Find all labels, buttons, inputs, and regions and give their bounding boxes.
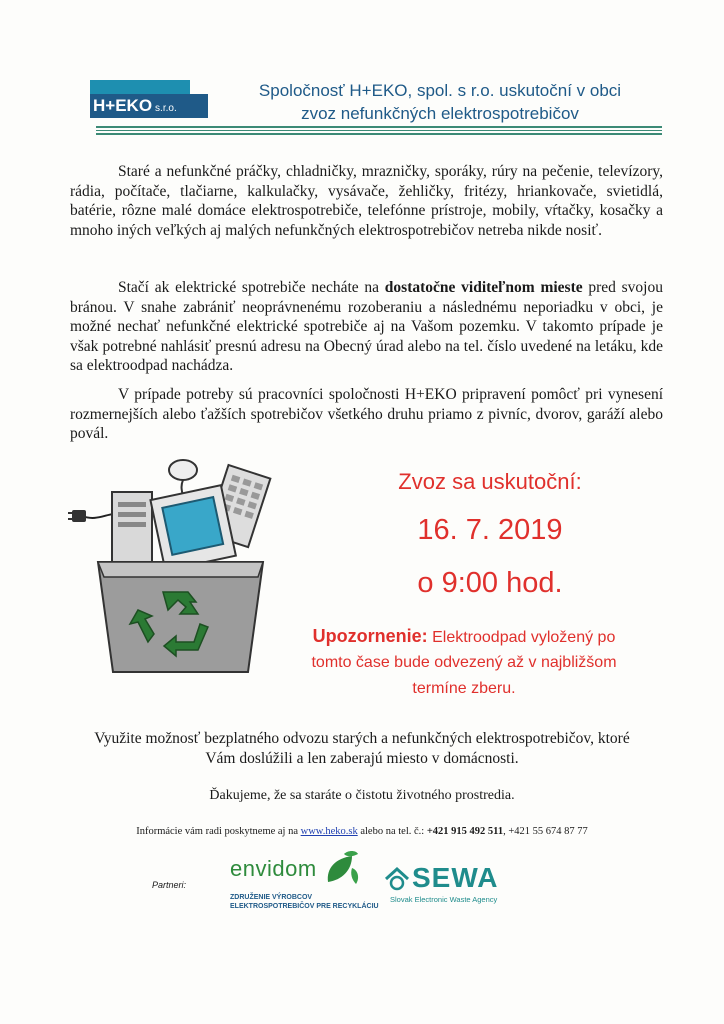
footer-thanks: Ďakujeme, že sa staráte o čistotu životného prostredia. — [209, 788, 515, 803]
header-rule-top — [96, 126, 662, 128]
envidom-subtitle-line1: ZDRUŽENIE VÝROBCOV — [230, 894, 313, 901]
event-date: 16. 7. 2019 — [417, 514, 563, 546]
envidom-name: envidom — [230, 856, 317, 881]
envidom-subtitle-line2: ELEKTROSPOTREBIČOV PRE RECYKLÁCIU — [230, 903, 379, 910]
website-link[interactable]: www.heko.sk — [300, 826, 358, 837]
contact-info-start: Informácie vám radi poskytneme aj na — [136, 826, 301, 837]
logo-main-text: H+EKO — [93, 96, 153, 115]
heko-logo — [90, 80, 208, 120]
header-rule-middle — [96, 130, 662, 131]
event-time: o 9:00 hod. — [417, 567, 563, 599]
paragraph-placement-start: Stačí ak elektrické spotrebiče necháte na — [118, 279, 385, 296]
warning-text-line3: termíne zberu. — [412, 680, 516, 697]
contact-phone-secondary: , +421 55 674 87 77 — [503, 826, 588, 837]
header-title-line1: Spoločnosť H+EKO, spol. s r.o. uskutoční v obci — [258, 81, 622, 100]
contact-info — [60, 826, 664, 837]
warning-text-line1: Elektroodpad vyložený po — [432, 629, 616, 646]
envidom-subtitle — [230, 893, 379, 911]
contact-info-mid: alebo na tel. č.: — [357, 826, 427, 837]
partners-label: Partneri: — [152, 880, 187, 890]
paragraph-placement-end: pred svojou bránou. V snahe zabrániť neoprávnenému rozoberaniu a následnému neporiadku v obci, je možné nechať nefunkčné elektrické spotrebiče aj na Vašom pozemku. V takomto prípade je však potrebné nahlásiť presnú adresu na Obecný úrad alebo na tel. číslo uvedené na letáku, kde sa elektroodpad nachádza. — [70, 279, 663, 374]
paragraph-assistance-text: V prípade potreby sú pracovníci spoločnosti H+EKO pripravení pomôcť pri vynesení rozmernejších alebo ťažších spotrebičov všetkého druhu priamo z pivníc, dvorov, garáží alebo povál. — [70, 386, 663, 442]
paragraph-placement-bold: dostatočne viditeľnom mieste — [384, 279, 583, 296]
paragraph-appliances-text: Staré a nefunkčné práčky, chladničky, mrazničky, sporáky, rúry na pečenie, televízory, rádia, počítače, tlačiarne, kalkulačky, vysávače, žehličky, fritézy, hriankovače, svietidlá, batérie, rôzne malé domáce elektrospotrebiče, telefónne prístroje, mobily, vŕtačky, kosačky a mnoho iných veľkých aj malých nefunkčných elektrospotrebičov netreba nikde nosiť. — [70, 163, 663, 239]
paragraph-assistance — [70, 385, 663, 444]
paragraph-placement — [70, 278, 663, 376]
leaf-icon — [322, 848, 362, 888]
sewa-subtitle: Slovak Electronic Waste Agency — [390, 895, 498, 904]
sewa-name: SEWA — [412, 862, 499, 893]
sewa-house-icon — [384, 866, 410, 892]
event-heading: Zvoz sa uskutoční: — [398, 469, 582, 494]
warning-label: Upozornenie: — [312, 626, 428, 646]
paragraph-appliances — [70, 162, 663, 240]
logo-suffix-text: s.r.o. — [155, 103, 177, 114]
recycling-bin-illustration — [68, 452, 278, 682]
footer-line1: Využite možnosť bezplatného odvozu starých a nefunkčných elektrospotrebičov, ktoré — [94, 730, 630, 747]
warning-line1 — [268, 624, 660, 650]
footer-line2: Vám doslúžili a len zaberajú miesto v domácnosti. — [205, 750, 519, 767]
header-title-line2: zvoz nefunkčných elektrospotrebičov — [301, 104, 579, 123]
header-rule-bottom — [96, 133, 662, 135]
contact-phone-primary: +421 915 492 511 — [426, 826, 504, 837]
warning-text-line2: tomto čase bude odvezený až v najbližšom — [311, 654, 617, 671]
